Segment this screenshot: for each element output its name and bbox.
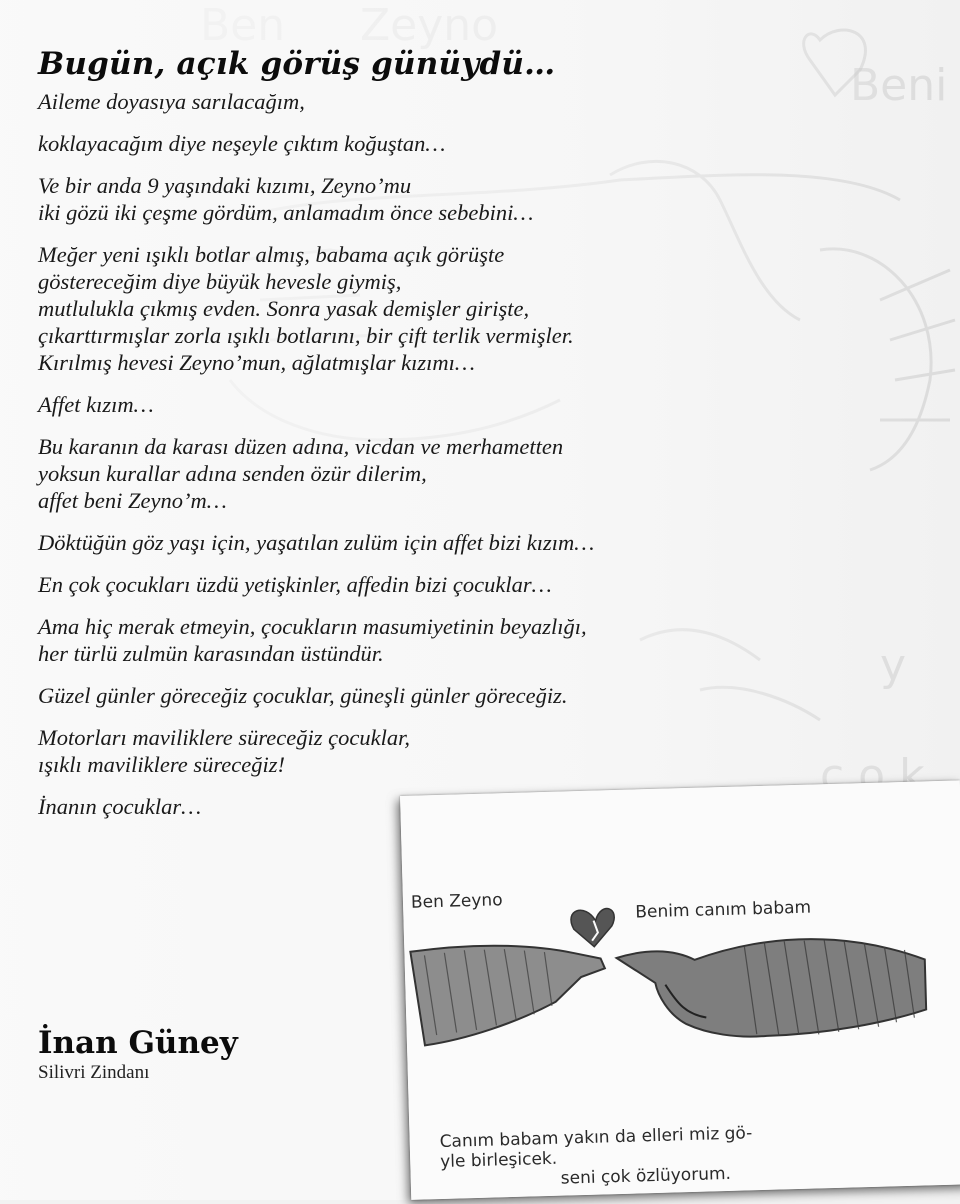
drawing-bottom-line1: Canım babam yakın da elleri miz gö- bbox=[439, 1123, 753, 1153]
author-name: İnan Güney bbox=[38, 1025, 238, 1061]
poem-line: çıkarttırmışlar zorla ışıklı botlarını, bir çift terlik vermişler. bbox=[38, 323, 574, 348]
stanza bbox=[38, 172, 898, 226]
poem-line: iki gözü iki çeşme gördüm, anlamadım önce sebebini… bbox=[38, 200, 534, 225]
poem-line: Kırılmış hevesi Zeyno’mun, ağlatmışlar kızımı… bbox=[38, 350, 475, 375]
poem-line: yoksun kurallar adına senden özür dilerim, bbox=[38, 461, 427, 486]
poem-line: Ve bir anda 9 yaşındaki kızımı, Zeyno’mu bbox=[38, 173, 412, 198]
poem-line: Bu karanın da karası düzen adına, vicdan ve merhametten bbox=[38, 434, 564, 459]
stanza bbox=[38, 529, 898, 556]
poem bbox=[38, 46, 898, 835]
poem-line: ışıklı maviliklere süreceğiz! bbox=[38, 752, 286, 777]
poem-line: Aileme doyasıya sarılacağım, bbox=[38, 89, 305, 114]
author-block bbox=[38, 1024, 238, 1084]
stanza bbox=[38, 682, 898, 709]
stanza bbox=[38, 130, 898, 157]
poem-line: İnanın çocuklar… bbox=[38, 794, 202, 819]
poem-line: Motorları maviliklere süreceğiz çocuklar, bbox=[38, 725, 410, 750]
drawing-left-note: Ben Zeyno bbox=[410, 890, 503, 913]
poem-line: En çok çocukları üzdü yetişkinler, affedin bizi çocuklar… bbox=[38, 572, 552, 597]
poem-line: Meğer yeni ışıklı botlar almış, babama açık görüşte bbox=[38, 242, 505, 267]
poem-line: Döktüğün göz yaşı için, yaşatılan zulüm için affet bizi kızım… bbox=[38, 530, 595, 555]
poem-line: mutlulukla çıkmış evden. Sonra yasak demişler girişte, bbox=[38, 296, 530, 321]
stanza bbox=[38, 613, 898, 667]
poem-body bbox=[38, 88, 898, 820]
stanza bbox=[38, 433, 898, 514]
stanza bbox=[38, 391, 898, 418]
poem-line: Ama hiç merak etmeyin, çocukların masumiyetinin beyazlığı, bbox=[38, 614, 587, 639]
poem-line: göstereceğim diye büyük hevesle giymiş, bbox=[38, 269, 402, 294]
stanza bbox=[38, 88, 898, 115]
poem-line: Affet kızım… bbox=[38, 392, 154, 417]
child-drawing-photo bbox=[400, 780, 960, 1199]
drawing-bottom-line2: yle birleşicek. bbox=[439, 1148, 558, 1173]
stanza bbox=[38, 571, 898, 598]
poem-line: Güzel günler göreceğiz çocuklar, güneşli günler göreceğiz. bbox=[38, 683, 568, 708]
drawing-bottom-line3: seni çok özlüyorum. bbox=[560, 1163, 732, 1189]
poem-title: Bugün, açık görüş günüydü… bbox=[38, 46, 556, 82]
poem-line: her türlü zulmün karasından üstündür. bbox=[38, 641, 384, 666]
author-place: Silivri Zindanı bbox=[38, 1062, 150, 1083]
poem-line: koklayacağım diye neşeyle çıktım koğuştan… bbox=[38, 131, 446, 156]
stanza bbox=[38, 724, 898, 778]
stanza bbox=[38, 241, 898, 376]
poem-line: affet beni Zeyno’m… bbox=[38, 488, 227, 513]
drawing-right-note: Benim canım babam bbox=[635, 897, 812, 923]
